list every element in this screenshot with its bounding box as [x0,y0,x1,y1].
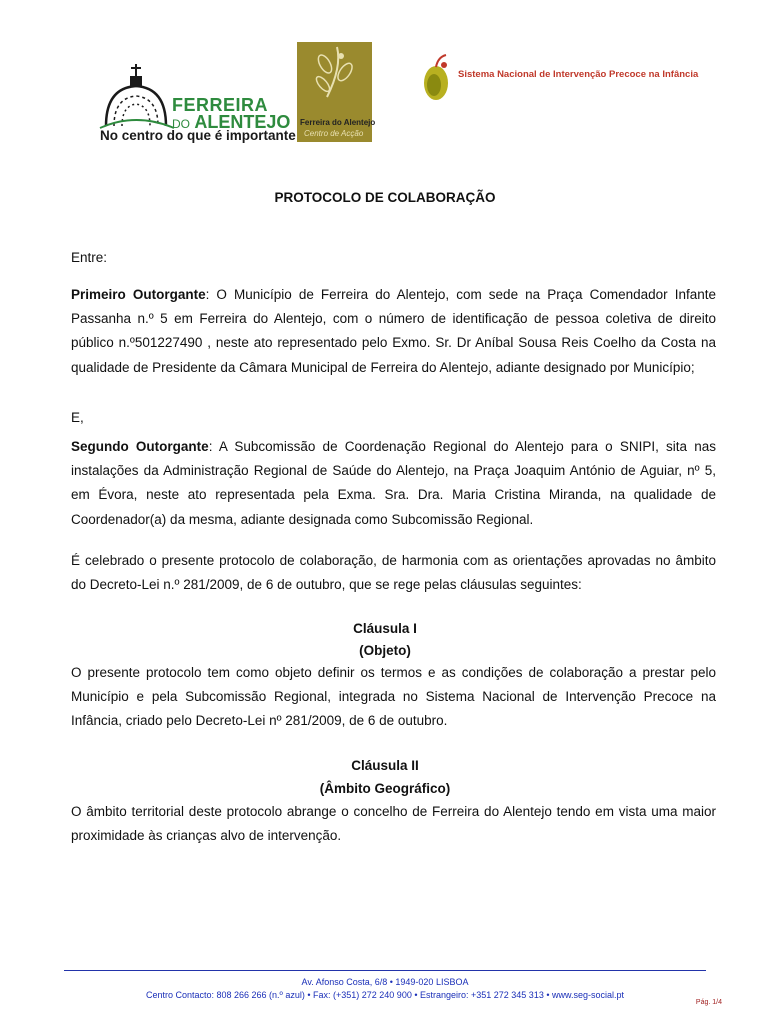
church-dome-icon [98,62,178,132]
clausula-1-subtitle: (Objeto) [359,643,411,658]
primeiro-outorgante-text: : O Município de Ferreira do Alentejo, com sede na Praça Comendador Infante Passanha n.º 5 em Ferreira do Alentejo, com o número de identificação de pessoa coletiva de direito público n.º501227490 , neste ato representado pelo Exmo. Sr. Dr Aníbal Sousa Reis Coelho da Costa na qualidade de Presidente da Câmara Municipal de Ferreira do Alentejo, adiante designado por Município; [71,287,716,375]
municipio-logo [98,62,296,146]
clausula-2-subtitle: (Âmbito Geográfico) [319,781,451,796]
municipio-logo-do: DO [172,117,190,131]
footer-divider [64,970,706,971]
snipi-name: Sistema Nacional de Intervenção Precoce na Infância [458,69,699,80]
document-title: PROTOCOLO DE COLABORAÇÃO [274,190,496,205]
centro-accao-logo [297,42,376,142]
olive-branch-icon [297,42,372,112]
municipio-logo-alentejo: ALENTEJO [194,112,291,132]
snipi-emblem-icon [420,53,454,103]
municipio-logo-line1: FERREIRA [172,95,269,115]
segundo-outorgante-label: Segundo Outorgante [71,439,209,454]
footer-contacts: Centro Contacto: 808 266 266 (n.º azul) • Fax: (+351) 272 240 900 • Estrangeiro: +351 272 345 313 • www.seg-social.pt [145,990,625,1000]
clausula-1-text: O presente protocolo tem como objeto definir os termos e as condições de colaboração a prestar pelo Município e pela Subcomissão Regional, integrada no Sistema Nacional de Intervenção Precoce na Infância, criado pelo Decreto-Lei nº 281/2009, de 6 de outubro. [71,665,716,729]
clausula-2-title: Cláusula II [351,758,419,773]
segundo-outorgante-paragraph [71,435,716,532]
page-number: Pág. 1/4 [695,999,722,1006]
clausula-2-text: O âmbito territorial deste protocolo abrange o concelho de Ferreira do Alentejo tendo em vista uma maior proximidade às crianças alvo de intervenção. [71,804,716,844]
entre-label: Entre: [71,250,108,265]
snipi-logo [420,53,699,108]
celebrado-paragraph: É celebrado o presente protocolo de colaboração, de harmonia com as orientações aprovadas no âmbito do Decreto-Lei n.º 281/2009, de 6 de outubro, que se rege pelas cláusulas seguintes: [71,553,716,593]
primeiro-outorgante-label: Primeiro Outorgante [71,287,206,302]
centro-logo-name: Ferreira do Alentejo [300,118,376,127]
footer-address: Av. Afonso Costa, 6/8 • 1949-020 LISBOA [301,977,469,987]
clausula-1-title: Cláusula I [353,621,417,636]
e-label: E, [71,410,84,425]
centro-logo-subtitle: Centro de Acção [304,129,364,138]
primeiro-outorgante-paragraph [71,283,716,380]
segundo-outorgante-text: : A Subcomissão de Coordenação Regional do Alentejo para o SNIPI, sita nas instalações da Administração Regional de Saúde do Alentejo, na Praça Joaquim António de Aguiar, nº 5, em Évora, neste ato representada pela Exma. Sra. Dra. Maria Cristina Miranda, na qualidade de Coordenador(a) da mesma, adiante designada como Subcomissão Regional. [71,439,716,527]
municipio-tagline: No centro do que é importante [100,128,296,143]
